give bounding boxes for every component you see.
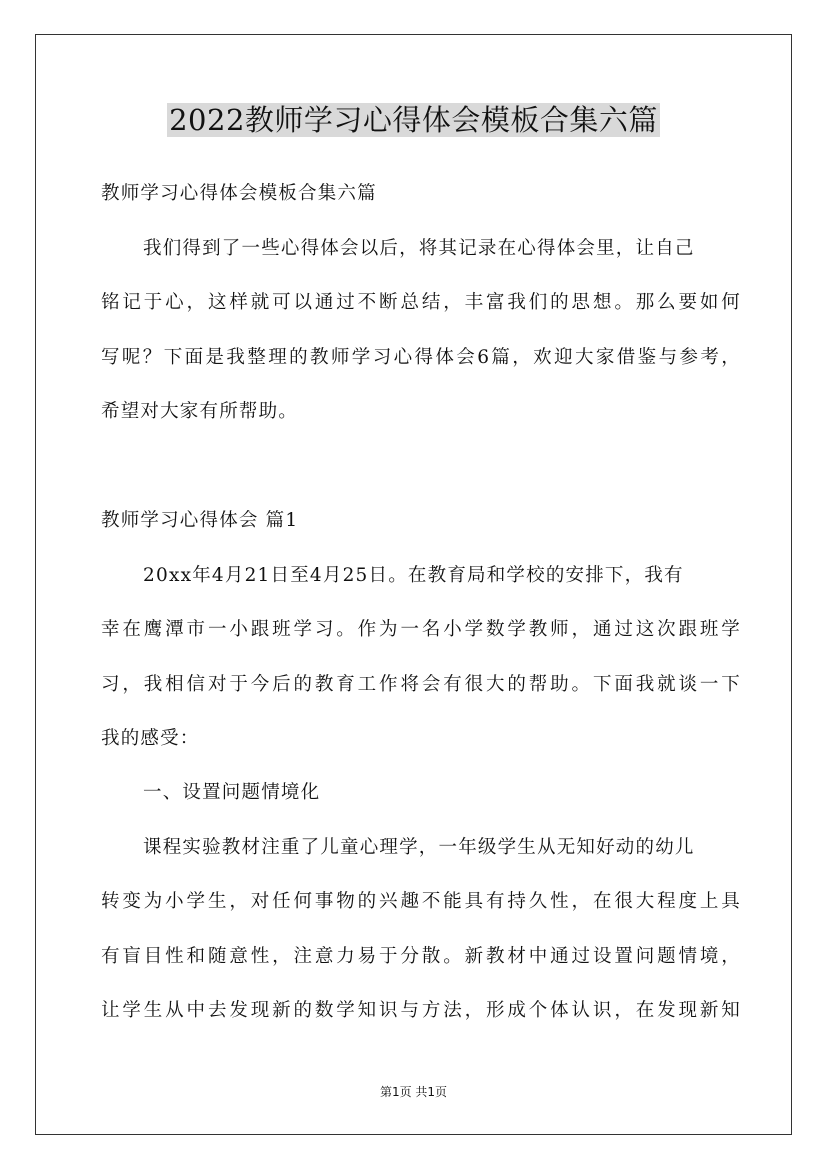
para1-line-4: 我的感受： xyxy=(101,728,200,749)
para1-line-1: 20xx年4月21日至4月25日。在教育局和学校的安排下，我有 xyxy=(143,565,684,586)
document-title-text: 2022教师学习心得体会模板合集六篇 xyxy=(169,103,658,137)
para2-line-2: 转变为小学生，对任何事物的兴趣不能具有持久性，在很大程度上具 xyxy=(101,891,741,912)
section-heading: 教师学习心得体会 篇1 xyxy=(101,510,299,531)
intro-line-3: 写呢？下面是我整理的教师学习心得体会6篇，欢迎大家借鉴与参考， xyxy=(101,347,741,368)
document-subtitle: 教师学习心得体会模板合集六篇 xyxy=(101,183,377,204)
intro-line-1: 我们得到了一些心得体会以后，将其记录在心得体会里，让自己 xyxy=(143,238,695,259)
para1-line-3: 习，我相信对于今后的教育工作将会有很大的帮助。下面我就谈一下 xyxy=(101,674,741,695)
sub-heading: 一、设置问题情境化 xyxy=(143,782,321,803)
para2-line-4: 让学生从中去发现新的数学知识与方法，形成个体认识，在发现新知 xyxy=(101,1000,741,1021)
para2-line-3: 有盲目性和随意性，注意力易于分散。新教材中通过设置问题情境， xyxy=(101,946,741,967)
intro-line-2: 铭记于心，这样就可以通过不断总结，丰富我们的思想。那么要如何 xyxy=(101,292,741,313)
document-title xyxy=(0,100,827,140)
intro-line-4: 希望对大家有所帮助。 xyxy=(101,401,299,422)
para1-line-2: 幸在鹰潭市一小跟班学习。作为一名小学数学教师，通过这次跟班学 xyxy=(101,619,741,640)
para2-line-1: 课程实验教材注重了儿童心理学，一年级学生从无知好动的幼儿 xyxy=(143,837,695,858)
page-footer: 第1页 共1页 xyxy=(379,1085,448,1099)
